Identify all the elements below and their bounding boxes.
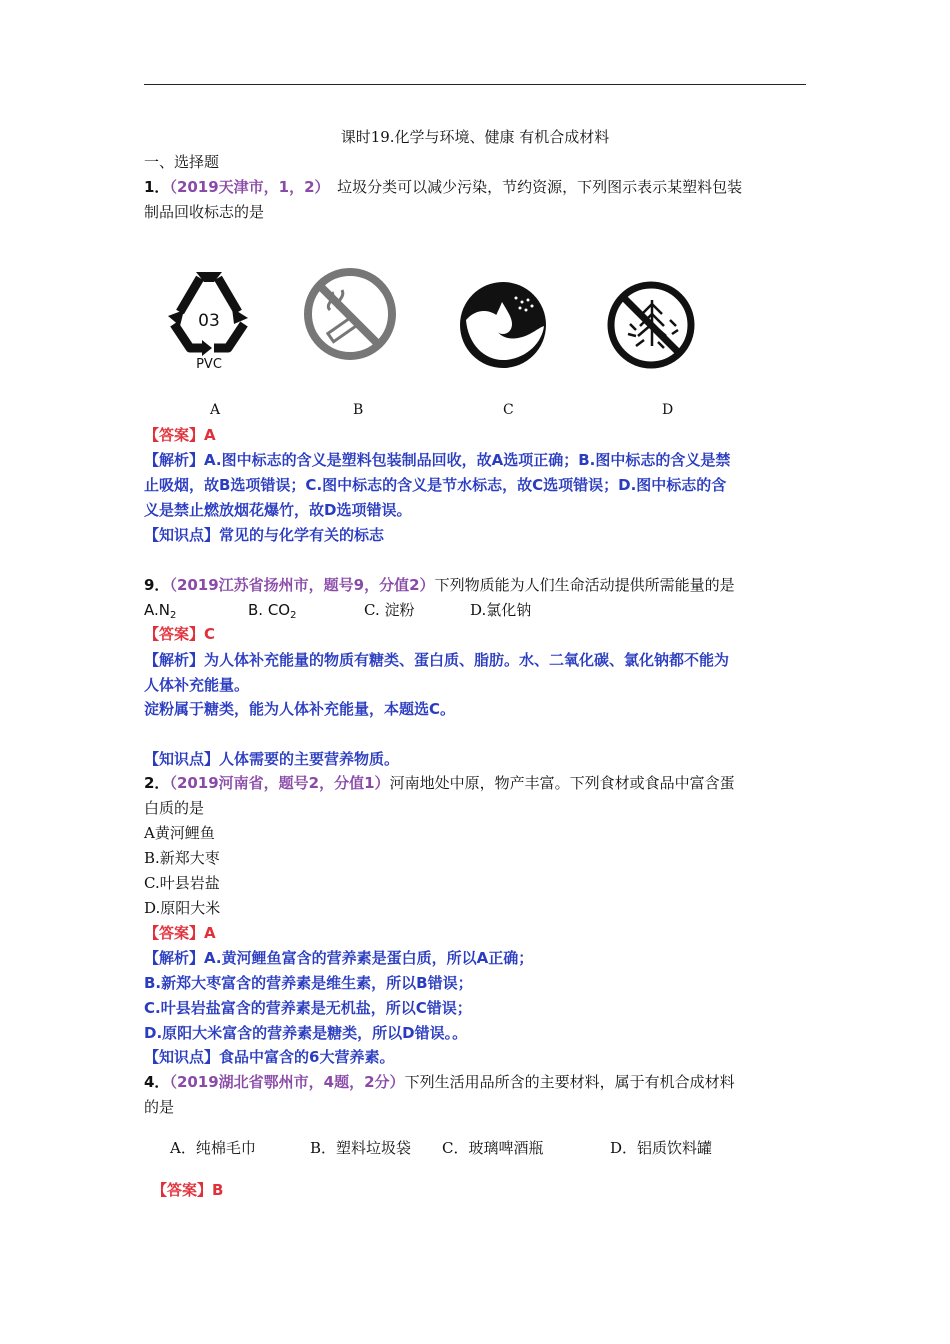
answer-tag: 【答案】: [152, 1181, 213, 1199]
no-smoking-icon: [302, 266, 398, 362]
question-4-options: [170, 1137, 712, 1159]
answer-line: [144, 424, 216, 446]
recycle-code: 03: [198, 311, 220, 331]
recycle-icon: [162, 268, 256, 372]
option-label-b: B: [353, 402, 364, 418]
analysis-text: 淀粉属于糖类，能为人体补充能量，本题选C。: [144, 700, 456, 718]
knowledge-point-text: 常见的与化学有关的标志: [219, 526, 385, 544]
analysis-line: [144, 947, 533, 969]
analysis-tag: 【解析】: [144, 451, 205, 469]
question-text: 下列物质能为人们生命活动提供所需能量的是: [434, 576, 735, 594]
analysis-text: D.原阳大米富含的营养素是糖类，所以D错误。。: [144, 1024, 468, 1042]
analysis-tag: 【解析】: [144, 949, 205, 967]
question-text: 河南地处中原，物产丰富。下列食材或食品中富含蛋: [389, 774, 735, 792]
question-9-stem: [144, 574, 735, 596]
analysis-text: 为人体补充能量的物质有糖类、蛋白质、脂肪。水、二氧化碳、氯化钠都不能为: [204, 651, 730, 669]
analysis-tag: 【解析】: [144, 651, 205, 669]
knowledge-point-line: [144, 524, 384, 546]
answer-tag: 【答案】: [144, 426, 205, 444]
question-text: 下列生活用品所含的主要材料，属于有机合成材料: [404, 1073, 735, 1091]
option-b: B．塑料垃圾袋: [310, 1139, 412, 1157]
answer-tag: 【答案】: [144, 924, 205, 942]
answer-value: A: [204, 426, 216, 444]
analysis-text: C.叶县岩盐富含的营养素是无机盐，所以C错误；: [144, 999, 472, 1017]
answer-value: A: [204, 924, 216, 942]
section-heading: 一、选择题: [144, 153, 220, 171]
question-2-stem-cont: 白质的是: [144, 799, 205, 817]
recycle-material: PVC: [196, 357, 222, 372]
answer-tag: 【答案】: [144, 625, 205, 643]
question-source: （2019江苏省扬州市，题号9，分值2）: [169, 576, 435, 594]
water-saving-icon: [458, 280, 548, 370]
page-title: 课时19.化学与环境、健康 有机合成材料: [340, 128, 610, 146]
question-4-stem: [144, 1071, 735, 1093]
question-source: （2019湖北省鄂州市，4题，2分）: [169, 1073, 405, 1091]
answer-line: [152, 1179, 223, 1201]
analysis-text: 止吸烟，故B选项错误；C.图中标志的含义是节水标志，故C选项错误；D.图中标志的含: [144, 476, 727, 494]
analysis-text: B.新郑大枣富含的营养素是维生素，所以B错误；: [144, 974, 473, 992]
knowledge-point-text: 人体需要的主要营养物质。: [219, 750, 400, 768]
question-source: （2019天津市，1，2）: [169, 178, 323, 196]
question-text: 垃圾分类可以减少污染，节约资源，下列图示表示某塑料包装: [322, 178, 743, 196]
option-a: A．纯棉毛巾: [170, 1139, 256, 1157]
option-b: B. $CO_2$: [248, 601, 297, 621]
option-c: C．玻璃啤酒瓶: [442, 1139, 544, 1157]
option-label-d: D: [662, 402, 674, 418]
knowledge-point-text: 食品中富含的6大营养素。: [219, 1048, 395, 1066]
header-rule: [144, 84, 806, 85]
analysis-line: [144, 449, 730, 471]
option-c: C. 淀粉: [364, 601, 415, 619]
option-d: D.原阳大米: [144, 899, 221, 917]
knowledge-point-tag: 【知识点】: [144, 1048, 220, 1066]
answer-line: [144, 623, 215, 645]
question-number: 9．: [144, 576, 170, 594]
question-4-stem-cont: 的是: [144, 1098, 175, 1116]
knowledge-point-line: [144, 1046, 394, 1068]
answer-line: [144, 922, 216, 944]
answer-value: B: [212, 1181, 224, 1199]
question-number: 2．: [144, 774, 170, 792]
option-c: C.叶县岩盐: [144, 874, 220, 892]
question-1-stem-cont: 制品回收标志的是: [144, 203, 265, 221]
analysis-text: 人体补充能量。: [144, 676, 250, 694]
option-label-c: C: [503, 402, 514, 418]
no-fireworks-icon: [606, 280, 696, 370]
option-d: D．铝质饮料罐: [610, 1139, 713, 1157]
analysis-line: [144, 649, 729, 671]
analysis-text: A.黄河鲤鱼富含的营养素是蛋白质，所以A正确；: [204, 949, 534, 967]
answer-value: C: [204, 625, 216, 643]
option-b: B.新郑大枣: [144, 849, 220, 867]
question-source: （2019河南省，题号2，分值1）: [169, 774, 390, 792]
knowledge-point-tag: 【知识点】: [144, 526, 220, 544]
question-number: 1．: [144, 178, 170, 196]
option-a: $A.N_2$: [144, 601, 177, 621]
analysis-text: 义是禁止燃放烟花爆竹，故D选项错误。: [144, 501, 412, 519]
option-label-a: A: [210, 402, 221, 418]
option-d: D.氯化钠: [470, 601, 532, 619]
knowledge-point-line: [144, 748, 399, 770]
knowledge-point-tag: 【知识点】: [144, 750, 220, 768]
question-2-stem: [144, 772, 735, 794]
option-a: A黄河鲤鱼: [144, 824, 215, 842]
analysis-text: A.图中标志的含义是塑料包装制品回收，故A选项正确；B.图中标志的含义是禁: [204, 451, 731, 469]
question-number: 4．: [144, 1073, 170, 1091]
question-1-stem: [144, 176, 742, 198]
